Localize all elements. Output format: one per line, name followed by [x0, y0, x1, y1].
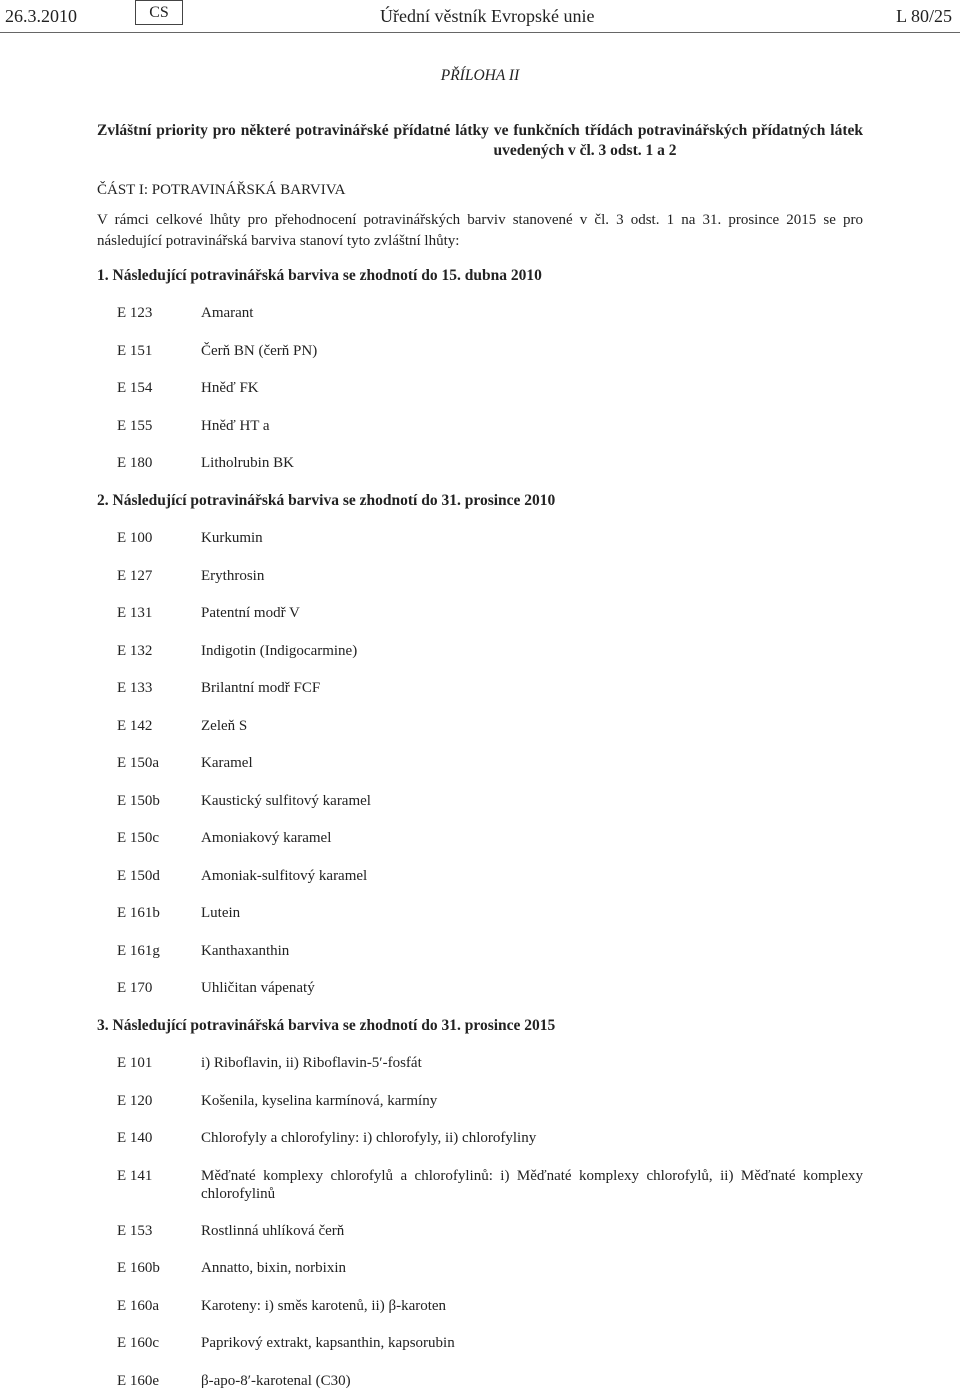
additive-name: Kaustický sulfitový karamel — [201, 793, 371, 809]
annex-label: PŘÍLOHA II — [440, 67, 520, 84]
additive-code: E 160c — [117, 1335, 160, 1351]
additive-code: E 133 — [117, 680, 153, 696]
additive-code: E 123 — [117, 305, 153, 321]
additive-name: Amoniak-sulfitový karamel — [201, 868, 368, 884]
additive-code: E 154 — [117, 380, 153, 396]
part-heading: ČÁST I: POTRAVINÁŘSKÁ BARVIVA — [97, 182, 346, 198]
additive-name: Indigotin (Indigocarmine) — [201, 643, 358, 659]
additive-code: E 120 — [117, 1093, 153, 1109]
additive-name: Karamel — [201, 755, 253, 771]
section-heading: 3. Následující potravinářská barviva se zhodnotí do 31. prosince 2015 — [97, 1017, 556, 1034]
additive-name: Hněď FK — [201, 380, 259, 396]
additive-name: Kurkumin — [201, 530, 263, 546]
additive-code: E 131 — [117, 605, 153, 621]
annex-title-line1: Zvláštní priority pro některé potravinářské přídatné látky ve funkčních třídách potravinářských přídatných látek — [97, 122, 863, 139]
additive-name: β-apo-8′-karotenal (C30) — [201, 1373, 351, 1389]
section-heading: 2. Následující potravinářská barviva se zhodnotí do 31. prosince 2010 — [97, 492, 556, 509]
additive-name — [201, 1167, 863, 1203]
additive-name: Chlorofyly a chlorofyliny: i) chlorofyly, ii) chlorofyliny — [201, 1130, 537, 1146]
page-reference: L 80/25 — [896, 6, 952, 26]
intro-paragraph-line2: následující potravinářská barviva stanoví tyto zvláštní lhůty: — [97, 233, 460, 249]
journal-title: Úřední věstník Evropské unie — [380, 6, 595, 26]
additive-name: Annatto, bixin, norbixin — [201, 1260, 346, 1276]
additive-name: Čerň BN (čerň PN) — [201, 343, 318, 359]
additive-name: Litholrubin BK — [201, 455, 294, 471]
additive-code: E 100 — [117, 530, 153, 546]
additive-code: E 150b — [117, 793, 160, 809]
intro-paragraph-line1: V rámci celkové lhůty pro přehodnocení potravinářských barviv stanovené v čl. 3 odst. 1 na 31. prosince 2015 se pro — [97, 212, 863, 228]
additive-code: E 150c — [117, 830, 160, 846]
additive-code: E 161g — [117, 943, 160, 959]
additive-name: Amoniakový karamel — [201, 830, 332, 846]
additive-code: E 161b — [117, 905, 160, 921]
additive-name: i) Riboflavin, ii) Riboflavin-5′-fosfát — [201, 1055, 422, 1071]
additive-name: Hněď HT a — [201, 418, 270, 434]
header-divider — [0, 32, 960, 33]
additive-code: E 160a — [117, 1298, 160, 1314]
additive-name-line2: chlorofylinů — [201, 1186, 276, 1202]
additive-name: Košenila, kyselina karmínová, karmíny — [201, 1093, 438, 1109]
annex-title-line2: uvedených v čl. 3 odst. 1 a 2 — [493, 142, 677, 159]
additive-name: Patentní modř V — [201, 605, 300, 621]
additive-code: E 170 — [117, 980, 153, 996]
additive-name: Rostlinná uhlíková čerň — [201, 1223, 345, 1239]
additive-name: Amarant — [201, 305, 254, 321]
section-heading: 1. Následující potravinářská barviva se zhodnotí do 15. dubna 2010 — [97, 267, 542, 284]
additive-code: E 141 — [117, 1168, 153, 1184]
additive-code: E 153 — [117, 1223, 153, 1239]
additive-name: Lutein — [201, 905, 241, 921]
additive-code: E 155 — [117, 418, 153, 434]
publication-date: 26.3.2010 — [5, 6, 77, 26]
additive-code: E 150a — [117, 755, 160, 771]
page-header — [0, 0, 960, 34]
additive-code: E 150d — [117, 868, 160, 884]
additive-name: Zeleň S — [201, 718, 248, 734]
additive-name: Erythrosin — [201, 568, 265, 584]
additive-code: E 160e — [117, 1373, 160, 1389]
additive-code: E 142 — [117, 718, 153, 734]
additive-name-line1: Měďnaté komplexy chlorofylů a chlorofylinů: i) Měďnaté komplexy chlorofylů, ii) Měďnaté komplexy — [201, 1168, 863, 1184]
additive-code: E 180 — [117, 455, 153, 471]
additive-code: E 127 — [117, 568, 153, 584]
annex-title — [97, 121, 863, 161]
additive-code: E 160b — [117, 1260, 160, 1276]
additive-name: Brilantní modř FCF — [201, 680, 321, 696]
additive-code: E 132 — [117, 643, 153, 659]
additive-code: E 151 — [117, 343, 153, 359]
additive-code: E 101 — [117, 1055, 153, 1071]
additive-code: E 140 — [117, 1130, 153, 1146]
additive-name: Paprikový extrakt, kapsanthin, kapsorubin — [201, 1335, 455, 1351]
additive-name: Karoteny: i) směs karotenů, ii) β-karoten — [201, 1298, 447, 1314]
additive-name: Kanthaxanthin — [201, 943, 290, 959]
additive-name: Uhličitan vápenatý — [201, 980, 315, 996]
language-code-box: CS — [135, 0, 183, 25]
